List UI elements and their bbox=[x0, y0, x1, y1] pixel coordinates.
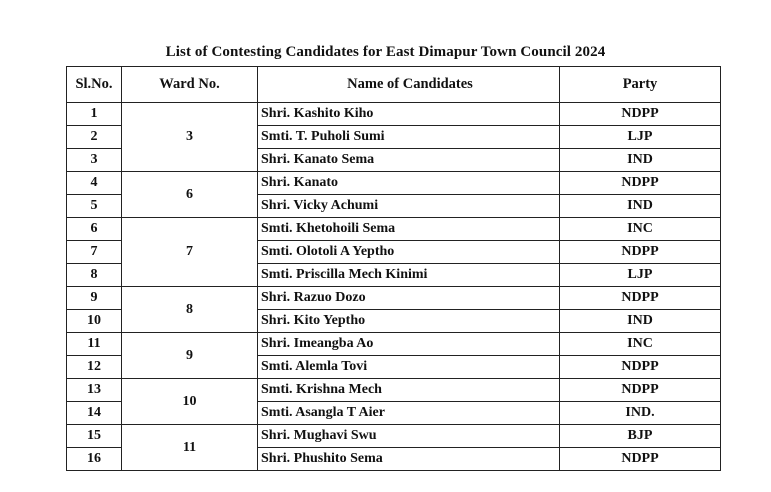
document-title: List of Contesting Candidates for East Dimapur Town Council 2024 bbox=[165, 44, 606, 60]
table-row bbox=[67, 425, 721, 448]
sl-no-cell: 14 bbox=[67, 402, 122, 425]
party-cell: NDPP bbox=[560, 287, 721, 310]
candidate-name-cell: Smti. Krishna Mech bbox=[258, 379, 560, 402]
candidate-name-cell: Smti. Priscilla Mech Kinimi bbox=[258, 264, 560, 287]
party-cell: IND bbox=[560, 149, 721, 172]
ward-no-cell: 10 bbox=[122, 379, 258, 425]
party-cell: NDPP bbox=[560, 356, 721, 379]
party-cell: NDPP bbox=[560, 103, 721, 126]
candidate-name-cell: Smti. T. Puholi Sumi bbox=[258, 126, 560, 149]
party-cell: LJP bbox=[560, 126, 721, 149]
sl-no-cell: 12 bbox=[67, 356, 122, 379]
table-header-row bbox=[67, 67, 721, 103]
table-row bbox=[67, 333, 721, 356]
candidates-table bbox=[66, 66, 721, 471]
candidate-name-cell: Shri. Razuo Dozo bbox=[258, 287, 560, 310]
header-sl-no: Sl.No. bbox=[67, 67, 122, 103]
sl-no-cell: 6 bbox=[67, 218, 122, 241]
candidate-name-cell: Shri. Mughavi Swu bbox=[258, 425, 560, 448]
party-cell: IND. bbox=[560, 402, 721, 425]
party-cell: INC bbox=[560, 333, 721, 356]
candidate-name-cell: Shri. Kanato bbox=[258, 172, 560, 195]
ward-no-cell: 6 bbox=[122, 172, 258, 218]
party-cell: IND bbox=[560, 310, 721, 333]
sl-no-cell: 11 bbox=[67, 333, 122, 356]
table-row bbox=[67, 218, 721, 241]
sl-no-cell: 10 bbox=[67, 310, 122, 333]
table-row bbox=[67, 172, 721, 195]
candidate-name-cell: Shri. Kanato Sema bbox=[258, 149, 560, 172]
header-party: Party bbox=[560, 67, 721, 103]
candidate-name-cell: Shri. Kashito Kiho bbox=[258, 103, 560, 126]
ward-no-cell: 8 bbox=[122, 287, 258, 333]
sl-no-cell: 5 bbox=[67, 195, 122, 218]
table-row bbox=[67, 379, 721, 402]
candidate-name-cell: Shri. Vicky Achumi bbox=[258, 195, 560, 218]
sl-no-cell: 3 bbox=[67, 149, 122, 172]
candidate-name-cell: Smti. Alemla Tovi bbox=[258, 356, 560, 379]
sl-no-cell: 16 bbox=[67, 448, 122, 471]
party-cell: IND bbox=[560, 195, 721, 218]
party-cell: LJP bbox=[560, 264, 721, 287]
ward-no-cell: 3 bbox=[122, 103, 258, 172]
candidate-name-cell: Shri. Phushito Sema bbox=[258, 448, 560, 471]
header-ward-no: Ward No. bbox=[122, 67, 258, 103]
party-cell: NDPP bbox=[560, 241, 721, 264]
candidate-name-cell: Shri. Imeangba Ao bbox=[258, 333, 560, 356]
table-row bbox=[67, 287, 721, 310]
party-cell: NDPP bbox=[560, 379, 721, 402]
header-candidate-name: Name of Candidates bbox=[258, 67, 560, 103]
sl-no-cell: 13 bbox=[67, 379, 122, 402]
party-cell: NDPP bbox=[560, 448, 721, 471]
party-cell: NDPP bbox=[560, 172, 721, 195]
table-row bbox=[67, 103, 721, 126]
sl-no-cell: 7 bbox=[67, 241, 122, 264]
ward-no-cell: 11 bbox=[122, 425, 258, 471]
ward-no-cell: 9 bbox=[122, 333, 258, 379]
sl-no-cell: 8 bbox=[67, 264, 122, 287]
candidate-name-cell: Shri. Kito Yeptho bbox=[258, 310, 560, 333]
ward-no-cell: 7 bbox=[122, 218, 258, 287]
party-cell: INC bbox=[560, 218, 721, 241]
sl-no-cell: 9 bbox=[67, 287, 122, 310]
candidate-name-cell: Smti. Olotoli A Yeptho bbox=[258, 241, 560, 264]
sl-no-cell: 1 bbox=[67, 103, 122, 126]
candidate-name-cell: Smti. Khetohoili Sema bbox=[258, 218, 560, 241]
sl-no-cell: 15 bbox=[67, 425, 122, 448]
sl-no-cell: 2 bbox=[67, 126, 122, 149]
candidate-name-cell: Smti. Asangla T Aier bbox=[258, 402, 560, 425]
party-cell: BJP bbox=[560, 425, 721, 448]
sl-no-cell: 4 bbox=[67, 172, 122, 195]
